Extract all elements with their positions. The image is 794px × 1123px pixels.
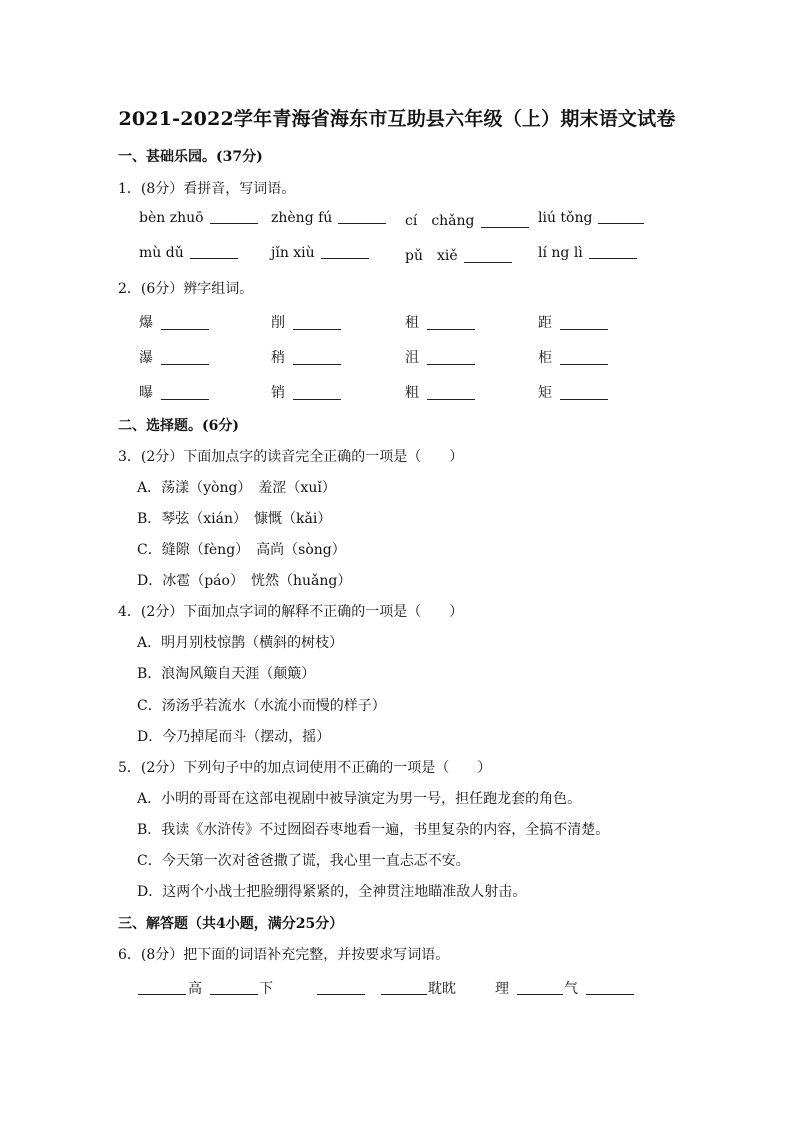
answer-blank[interactable] — [293, 328, 341, 330]
question-4-stem: 4．(2分）下面加点字词的解释不正确的一项是（ ） — [118, 604, 464, 620]
char-item — [139, 347, 209, 367]
char-item — [139, 312, 209, 332]
q4-option-c[interactable]: C．汤汤乎若流水（水流小而慢的样子） — [137, 698, 386, 714]
q4-option-a[interactable]: A．明月别枝惊鹊（横斜的树枝） — [137, 635, 344, 651]
char-item — [139, 382, 209, 402]
answer-blank[interactable] — [586, 994, 634, 995]
pinyin-text: jǐn xiù — [271, 245, 315, 261]
char-item — [538, 382, 608, 402]
pinyin-text: zhèng fú — [271, 210, 333, 226]
answer-blank[interactable] — [427, 328, 475, 330]
q5-option-a[interactable]: A．小明的哥哥在这部电视剧中被导演定为男一号，担任跑龙套的角色。 — [137, 791, 582, 807]
answer-blank[interactable] — [517, 994, 563, 995]
answer-blank[interactable] — [161, 328, 209, 330]
pinyin-item — [405, 210, 529, 230]
q5-option-d[interactable]: D．这两个小战士把脸绷得紧紧的，全神贯注地瞄准敌人射击。 — [137, 884, 527, 900]
question-6-stem: 6．(8分）把下面的词语补充完整，并按要求写词语。 — [118, 947, 450, 963]
section-1-heading: 一、甚础乐园。(37分) — [118, 149, 263, 165]
pinyin-text: bèn zhuō — [139, 210, 204, 226]
pinyin-item — [538, 210, 644, 226]
answer-blank[interactable] — [210, 222, 258, 224]
q3-option-d[interactable]: D．冰雹（páo） 恍然（huǎng） — [137, 573, 352, 589]
pinyin-item — [538, 245, 637, 261]
char-item — [538, 312, 608, 332]
pinyin-item — [405, 245, 512, 265]
pinyin-text: lí ng lì — [538, 245, 583, 261]
answer-blank[interactable] — [427, 398, 475, 400]
q5-option-b[interactable]: B．我读《水浒传》不过囫囵吞枣地看一遍，书里复杂的内容，全搞不清楚。 — [137, 822, 610, 838]
char-text: 粗 — [405, 385, 419, 401]
q3-option-c[interactable]: C．缝隙（fèng） 高尚（sòng） — [137, 542, 346, 558]
idiom-char: 耽眈 — [428, 981, 456, 997]
q3-option-a[interactable]: A．荡漾（yòng） 羞涩（xuǐ） — [137, 480, 336, 496]
answer-blank[interactable] — [317, 994, 365, 995]
char-text: 瀑 — [139, 350, 153, 366]
answer-blank[interactable] — [338, 222, 386, 224]
char-text: 削 — [271, 315, 285, 331]
answer-blank[interactable] — [589, 257, 637, 259]
answer-blank[interactable] — [560, 398, 608, 400]
char-text: 距 — [538, 315, 552, 331]
idiom-char: 理 — [495, 981, 509, 997]
section-2-heading: 二、选择题。(6分) — [118, 418, 239, 434]
idiom-char: 下 — [259, 981, 273, 997]
pinyin-item — [271, 245, 369, 261]
question-1-stem: 1．(8分）看拼音，写词语。 — [118, 181, 296, 197]
answer-blank[interactable] — [321, 257, 369, 259]
char-item — [271, 347, 341, 367]
answer-blank[interactable] — [427, 363, 475, 365]
pinyin-text: pǔ xiě — [405, 248, 458, 264]
answer-blank[interactable] — [293, 398, 341, 400]
char-item — [271, 312, 341, 332]
pinyin-item — [271, 210, 386, 226]
char-item — [271, 382, 341, 402]
answer-blank[interactable] — [161, 363, 209, 365]
answer-blank[interactable] — [464, 261, 512, 263]
pinyin-text: cí chǎng — [405, 213, 475, 229]
char-item — [405, 382, 475, 402]
answer-blank[interactable] — [598, 222, 644, 224]
answer-blank[interactable] — [138, 994, 186, 995]
char-text: 爆 — [139, 315, 153, 331]
char-item — [538, 347, 608, 367]
answer-blank[interactable] — [190, 257, 238, 259]
answer-blank[interactable] — [560, 328, 608, 330]
char-text: 沮 — [405, 350, 419, 366]
q4-option-d[interactable]: D．今乃掉尾而斗（摆动，摇） — [137, 729, 331, 745]
answer-blank[interactable] — [481, 226, 529, 228]
q4-option-b[interactable]: B．浪淘风簸自天涯（颠簸） — [137, 666, 316, 682]
question-5-stem: 5．(2分）下列句子中的加点词使用不正确的一项是（ ） — [118, 760, 492, 776]
char-text: 矩 — [538, 385, 552, 401]
pinyin-text: liú tǒng — [538, 210, 593, 226]
char-text: 稍 — [271, 350, 285, 366]
char-text: 曝 — [139, 385, 153, 401]
exam-title: 2021-2022学年青海省海东市互助县六年级（上）期末语文试卷 — [118, 108, 676, 130]
answer-blank[interactable] — [293, 363, 341, 365]
answer-blank[interactable] — [381, 994, 427, 995]
char-item — [405, 347, 475, 367]
q3-option-b[interactable]: B．琴弦（xián） 慷慨（kǎi） — [137, 511, 332, 527]
question-2-stem: 2．(6分）辨字组词。 — [118, 281, 254, 297]
idiom-char: 高 — [188, 981, 202, 997]
idiom-char: 气 — [564, 981, 578, 997]
char-item — [405, 312, 475, 332]
char-text: 柜 — [538, 350, 552, 366]
q5-option-c[interactable]: C．今天第一次对爸爸撒了谎，我心里一直忐忑不安。 — [137, 853, 470, 869]
pinyin-item — [139, 210, 258, 226]
char-text: 租 — [405, 315, 419, 331]
section-3-heading: 三、解答题（共4小题，满分25分） — [118, 916, 344, 932]
pinyin-item — [139, 245, 238, 261]
pinyin-text: mù dǔ — [139, 245, 184, 261]
char-text: 销 — [271, 385, 285, 401]
answer-blank[interactable] — [560, 363, 608, 365]
answer-blank[interactable] — [161, 398, 209, 400]
answer-blank[interactable] — [210, 994, 258, 995]
question-3-stem: 3．(2分）下面加点字的读音完全正确的一项是（ ） — [118, 449, 464, 465]
